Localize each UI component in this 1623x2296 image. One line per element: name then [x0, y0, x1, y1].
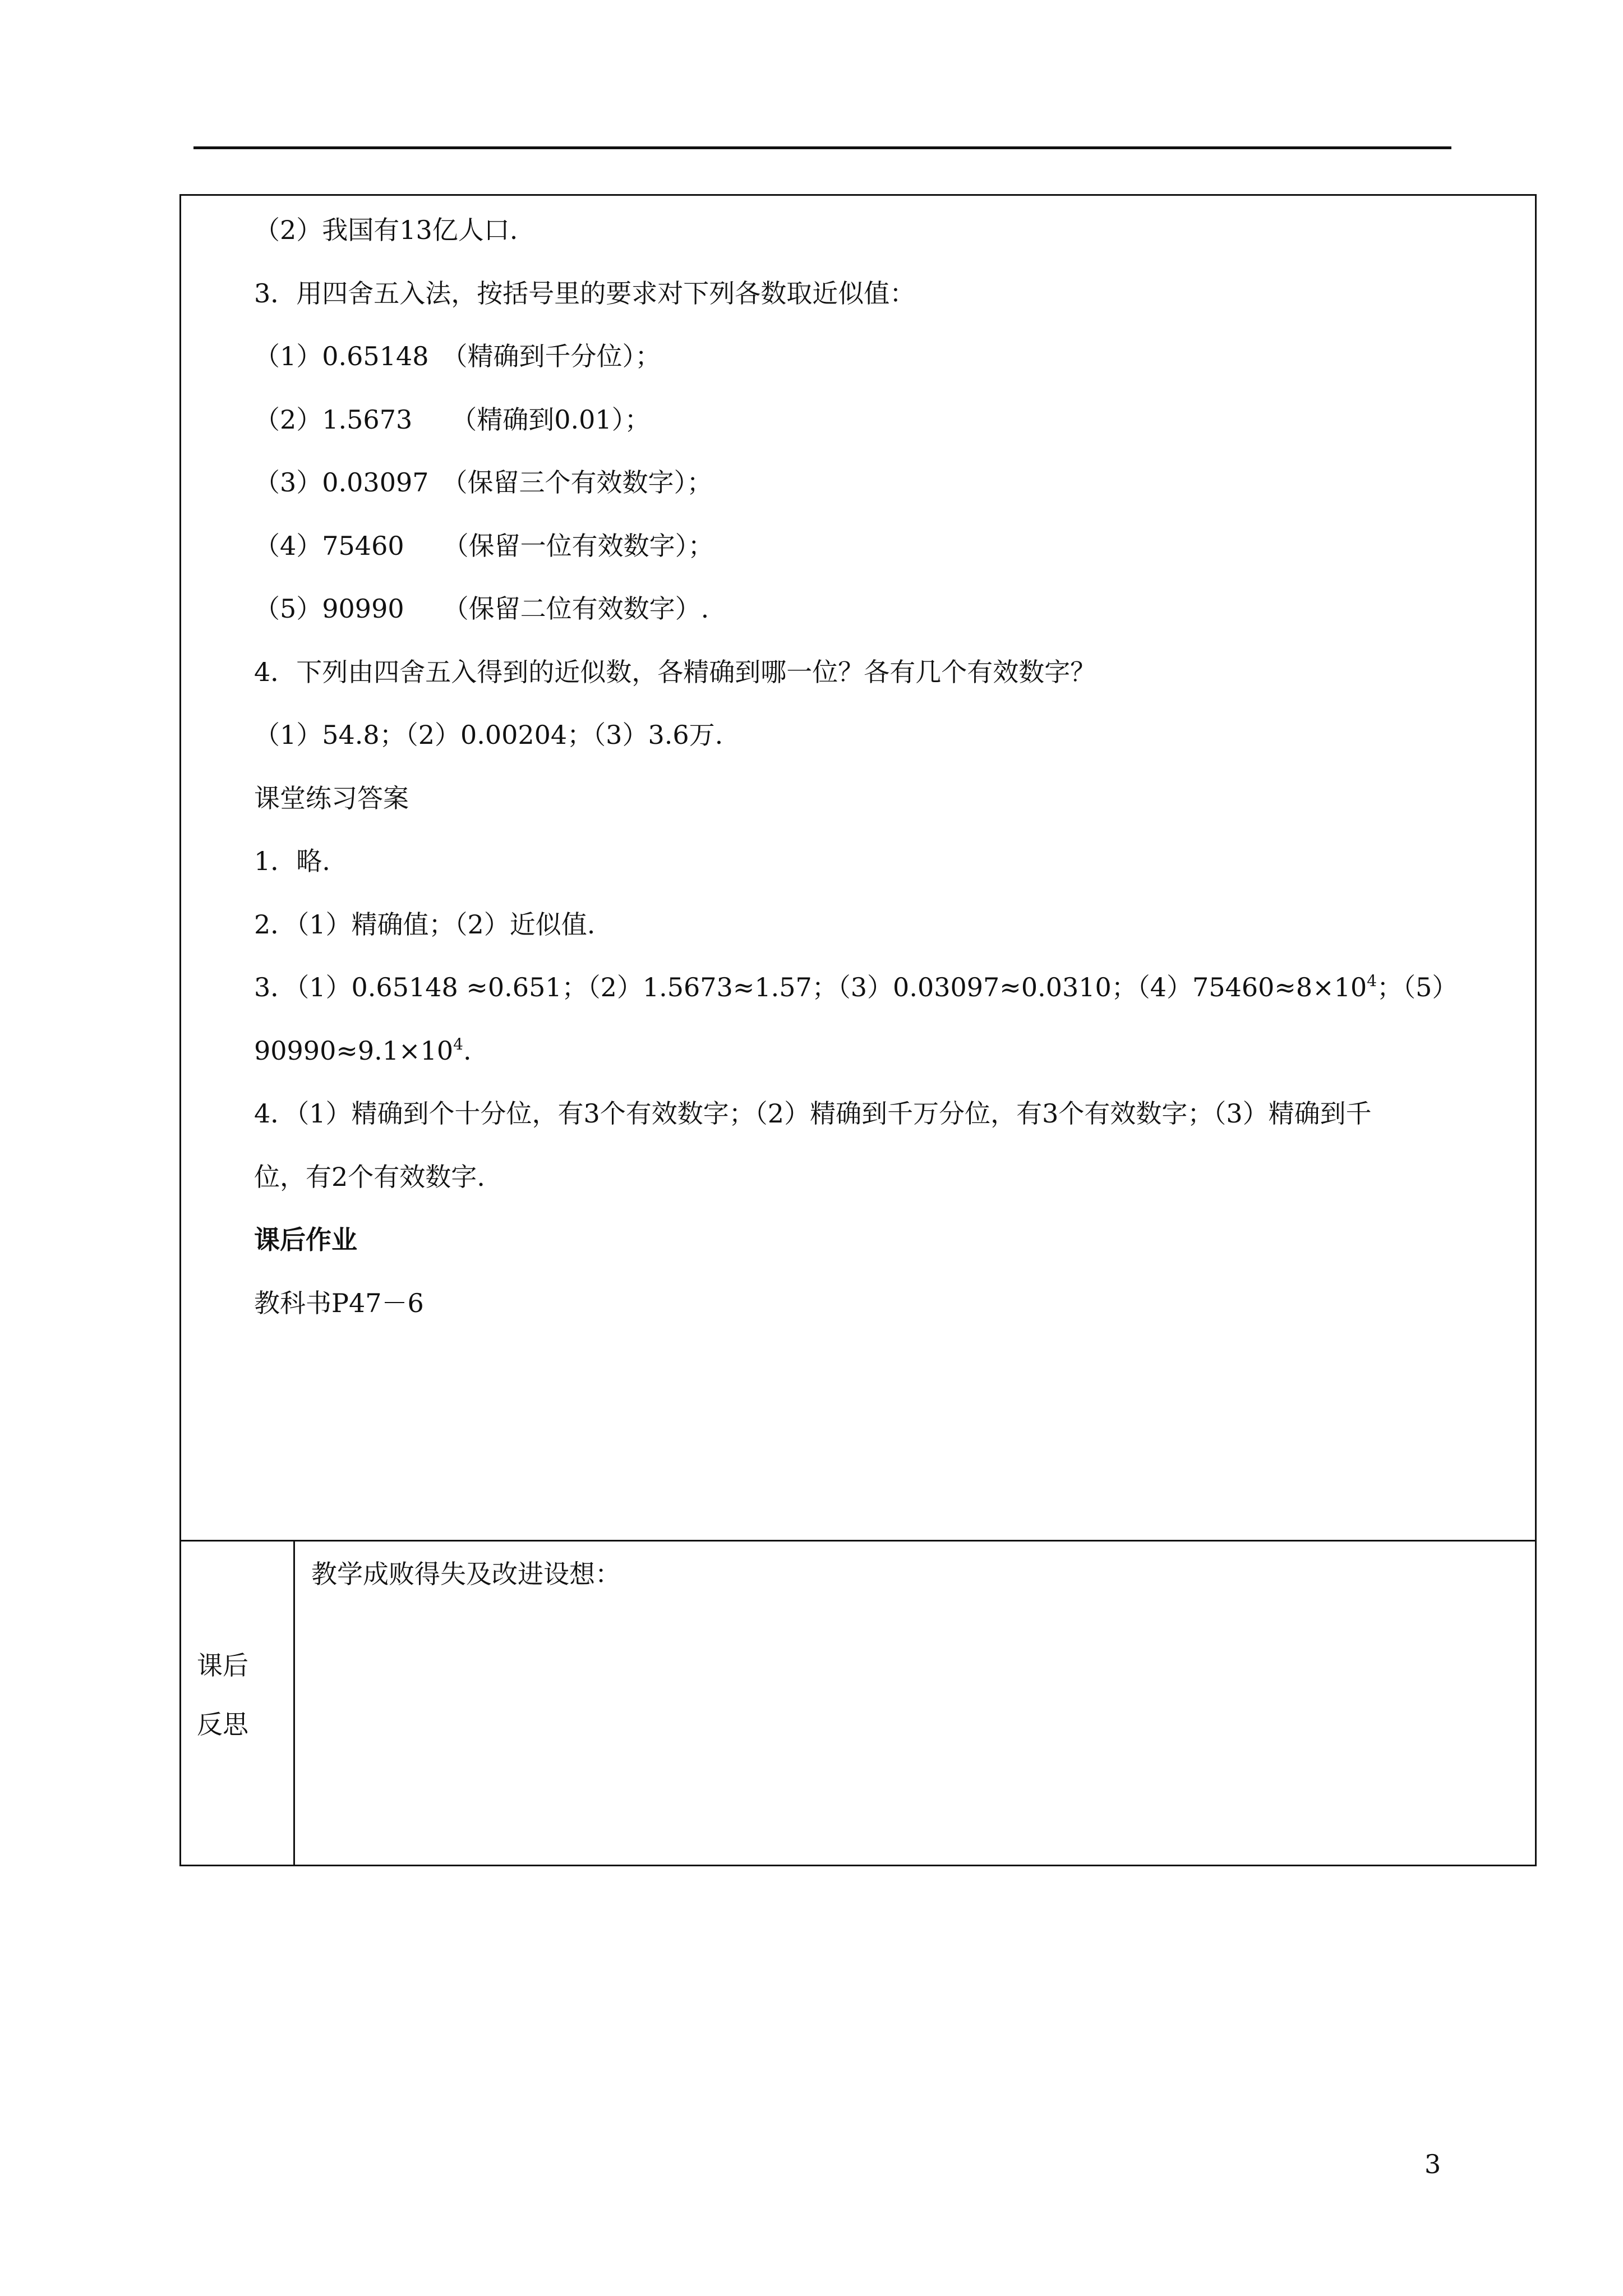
- lesson-content: [254, 196, 1524, 1540]
- reflection-label-cell: [181, 1542, 295, 1865]
- rounding-item-5: （5）90990 （保留二位有效数字）.: [254, 593, 709, 624]
- reflection-row: [179, 1540, 1537, 1866]
- reflection-prompt: 教学成败得失及改进设想：: [311, 1559, 621, 1589]
- population-question: （2）我国有13亿人口.: [254, 215, 518, 245]
- answer-3-line-2: [254, 1034, 472, 1068]
- answer-3-cont-text-b: .: [463, 1036, 472, 1066]
- rounding-item-1: （1）0.65148 （精确到千分位）；: [254, 341, 661, 371]
- answer-4-line-1: 4．（1）精确到个十分位，有3个有效数字；（2）精确到千万分位，有3个有效数字；（3）精确到千: [254, 1098, 1372, 1129]
- reflection-label-line-1: 课后: [197, 1650, 248, 1681]
- rounding-item-4: （4）75460 （保留一位有效数字）；: [254, 531, 714, 561]
- rounding-question-heading: 3．用四舍五入法，按括号里的要求对下列各数取近似值：: [254, 278, 916, 309]
- page-number: 3: [1424, 2149, 1441, 2179]
- answer-4-line-2: 位，有2个有效数字.: [254, 1162, 485, 1192]
- precision-question-heading: 4．下列由四舍五入得到的近似数，各精确到哪一位？各有几个有效数字？: [254, 657, 1096, 687]
- answer-3-cont-text-a: 90990≈9.1×10: [254, 1036, 454, 1066]
- homework-heading: 课后作业: [254, 1225, 357, 1255]
- rounding-item-2: （2）1.5673 （精确到0.01）；: [254, 404, 651, 435]
- answer-1: 1．略.: [254, 846, 330, 876]
- answer-2: 2．（1）精确值；（2）近似值.: [254, 909, 596, 940]
- answer-3-exponent: 4: [1367, 972, 1377, 990]
- answer-3-line-1: [254, 970, 1458, 1004]
- answer-3-cont-exponent: 4: [453, 1035, 463, 1053]
- rounding-item-3: （3）0.03097 （保留三个有效数字）；: [254, 467, 713, 498]
- homework-assignment: 教科书P47－6: [254, 1288, 424, 1318]
- answer-3-text-b: ；（5）: [1377, 972, 1458, 1002]
- lesson-content-cell: [179, 194, 1537, 1542]
- reflection-label-line-2: 反思: [197, 1709, 248, 1740]
- precision-question-items: （1）54.8；（2）0.00204；（3）3.6万.: [254, 720, 723, 750]
- answer-3-text-a: 3．（1）0.65148 ≈0.651；（2）1.5673≈1.57；（3）0.03097≈0.0310；（4）75460≈8×10: [254, 972, 1367, 1002]
- header-rule: [193, 146, 1451, 149]
- answers-heading: 课堂练习答案: [254, 783, 409, 813]
